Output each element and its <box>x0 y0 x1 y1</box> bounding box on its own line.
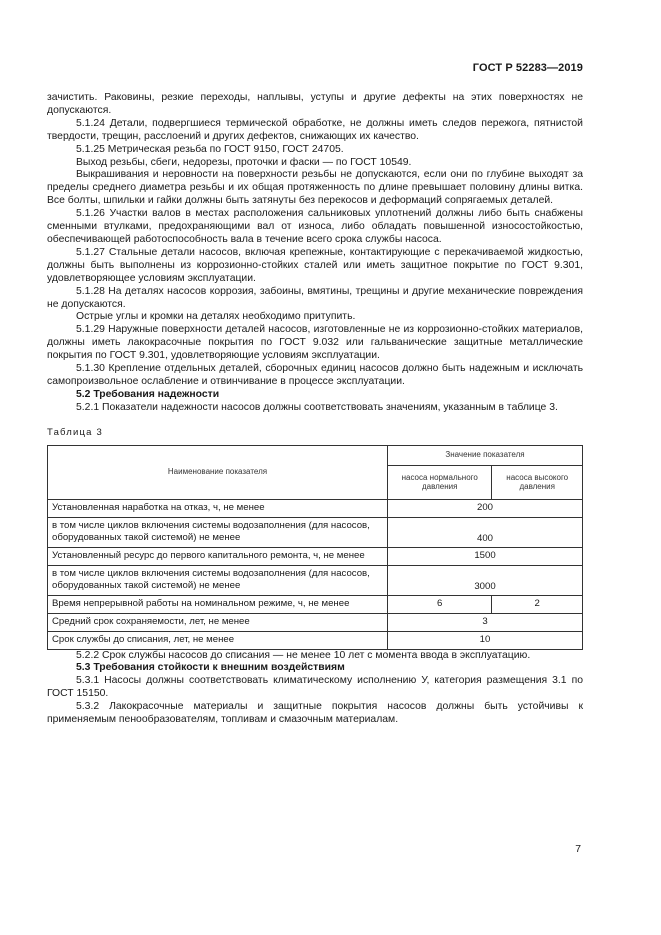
table-cell-name: Установленная наработка на отказ, ч, не менее <box>48 499 388 517</box>
table-cell-normal: 6 <box>388 595 492 613</box>
table-row <box>48 613 583 631</box>
table-cell-value: 200 <box>388 499 583 517</box>
table-cell-name: Срок службы до списания, лет, не менее <box>48 631 388 649</box>
table-cell-value: 10 <box>388 631 583 649</box>
paragraph: 5.2.1 Показатели надежности насосов должны соответствовать значениям, указанным в таблице 3. <box>76 401 558 413</box>
reliability-table <box>47 445 583 650</box>
paragraph: Выкрашивания и неровности на поверхности резьбы не допускаются, если они по глубине выходят за пределы среднего диаметра резьбы и их общая протяженность по длине превышает половину длины витка. Все болты, шпильки и гайки должны быть затянуты без перекосов и деформаций сопрягаемых деталей. <box>47 169 583 207</box>
table-row <box>48 565 583 595</box>
paragraph: 5.1.26 Участки валов в местах расположения сальниковых уплотнений должны либо быть снабжены сменными втулками, предохраняющими вал от износа, либо обладать повышенной износостойкостью, обеспечивающей работоспособность вала в течение всего срока службы насоса. <box>47 208 583 245</box>
table-cell-value: 3 <box>388 613 583 631</box>
table-cell-name: Установленный ресурс до первого капитального ремонта, ч, не менее <box>48 547 388 565</box>
table-row <box>48 547 583 565</box>
page-number: 7 <box>575 844 581 855</box>
paragraph: Выход резьбы, сбеги, недорезы, проточки и фаски — по ГОСТ 10549. <box>76 156 412 168</box>
table-row <box>48 517 583 547</box>
table-cell-value: 1500 <box>388 547 583 565</box>
table-cell-value: 3000 <box>388 565 583 595</box>
table-row <box>48 499 583 517</box>
table-cell-name: в том числе циклов включения системы водозаполнения (для насосов, оборудованных такой системой) не менее <box>48 517 388 547</box>
table-cell-name: в том числе циклов включения системы водозаполнения (для насосов, оборудованных такой системой) не менее <box>48 565 388 595</box>
table-header-name: Наименование показателя <box>48 445 388 499</box>
table-cell-high: 2 <box>492 595 583 613</box>
paragraph: зачистить. Раковины, резкие переходы, наплывы, уступы и другие дефекты на этих поверхностях не допускаются. <box>47 92 583 116</box>
paragraph: 5.3.1 Насосы должны соответствовать климатическому исполнению У, категория размещения 3.1 по ГОСТ 15150. <box>47 675 583 700</box>
paragraph: 5.1.25 Метрическая резьба по ГОСТ 9150, ГОСТ 24705. <box>76 143 344 155</box>
document-header: ГОСТ Р 52283—2019 <box>472 62 583 74</box>
paragraph: 5.1.29 Наружные поверхности деталей насосов, изготовленные не из коррозионно-стойких материалов, должны иметь лакокрасочные покрытия по ГОСТ 9.032 или гальванические защитные металлические покрытия по ГОСТ 9.301, удовлетворяющие условиям эксплуатации. <box>47 324 583 362</box>
paragraph: 5.1.30 Крепление отдельных деталей, сборочных единиц насосов должно быть надежным и исключать самопроизвольное ослабление и отвинчивание в процессе эксплуатации. <box>47 363 583 387</box>
table-cell-name: Время непрерывной работы на номинальном режиме, ч, не менее <box>48 595 388 613</box>
paragraph: 5.1.28 На деталях насосов коррозия, забоины, вмятины, трещины и другие механические повреждения не допускаются. <box>47 285 583 310</box>
section-title: 5.2 Требования надежности <box>76 388 220 400</box>
paragraph: 5.2.2 Срок службы насосов до списания — не менее 10 лет с момента ввода в эксплуатацию. <box>76 649 531 661</box>
paragraph: 5.1.27 Стальные детали насосов, включая крепежные, контактирующие с перекачиваемой жидкостью, должны быть выполнены из коррозионно-стойких сталей или иметь защитное покрытие по ГОСТ 9.301, удовлетворяющее условиям эксплуатации. <box>47 246 583 284</box>
table-header-high: насоса высокого давления <box>492 465 583 499</box>
paragraph: 5.1.24 Детали, подвергшиеся термической обработке, не должны иметь следов пережога, пятнистой твердости, трещин, расслоений и других дефектов, снижающих их качество. <box>47 117 583 142</box>
paragraph: Острые углы и кромки на деталях необходимо притупить. <box>76 311 356 323</box>
section-title: 5.3 Требования стойкости к внешним воздействиям <box>76 662 345 674</box>
table-header-normal: насоса нормального давления <box>388 465 492 499</box>
table-header-value: Значение показателя <box>388 445 583 465</box>
table-row <box>48 595 583 613</box>
table-cell-value: 400 <box>388 517 583 547</box>
paragraph: 5.3.2 Лакокрасочные материалы и защитные покрытия насосов должны быть устойчивы к применяемым пенообразователям, топливам и смазочным материалам. <box>47 701 583 726</box>
page-body <box>47 92 583 727</box>
table-caption: Таблица 3 <box>47 426 103 438</box>
table-row <box>48 631 583 649</box>
table-cell-name: Средний срок сохраняемости, лет, не менее <box>48 613 388 631</box>
